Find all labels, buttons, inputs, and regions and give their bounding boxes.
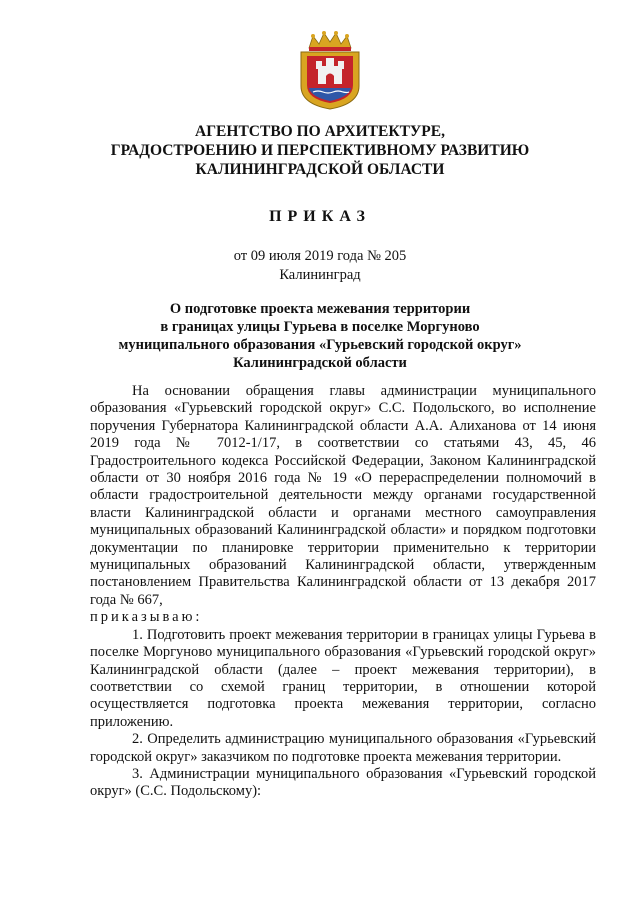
item-1-paragraph: 1. Подготовить проект межевания территории в границах улицы Гурьева в поселке Моргуново муниципального образования «Гурьевский городской округ» Калининградской области (далее – проект межевания территории), в соответствии со схемой границ территории, в отношении которой осуществляется подготовка проекта межевания территории, согласно приложению. xyxy=(90,626,596,730)
order-meta xyxy=(0,247,640,285)
decree-word: приказываю: xyxy=(90,609,203,626)
coat-of-arms-icon xyxy=(297,30,363,110)
preamble-text: На основании обращения главы администрации муниципального образования «Гурьевский городской округ» С.С. Подольского, во исполнение поручения Губернатора Калининградской области А.А. Алиханова от 14 июня 2019 года № 7012-1/17, в соответствии со статьями 43, 45, 46 Градостроительного кодекса Российской Федерации, Законом Калининградской области от 30 ноября 2016 года № 19 «О перераспределении полномочий в области градостроительной деятельности между органами государственной власти Калининградской области и органами местного самоуправления муниципальных образований Калининградской области» и порядком подготовки документации по планировке территории применительно к территории муниципальных образований Калининградской области, утвержденным постановлением Правительства Калининградской области от 13 декабря 2017 года № 667, xyxy=(90,383,596,608)
subject-line-1: О подготовке проекта межевания территории xyxy=(169,301,471,317)
agency-line-1: АГЕНТСТВО ПО АРХИТЕКТУРЕ, xyxy=(195,123,445,140)
item-3-paragraph: 3. Администрации муниципального образования «Гурьевский городской округ» (С.С. Подольскому): xyxy=(90,765,596,800)
subject-line-2: в границах улицы Гурьева в поселке Моргуново xyxy=(160,319,480,335)
subject-line-4: Калининградской области xyxy=(233,355,407,371)
agency-line-3: КАЛИНИНГРАДСКОЙ ОБЛАСТИ xyxy=(195,161,445,178)
agency-name xyxy=(0,122,640,179)
preamble-paragraph xyxy=(90,383,596,609)
order-body xyxy=(90,383,596,801)
order-title: ПРИКАЗ xyxy=(269,208,371,225)
agency-line-2: ГРАДОСТРОЕНИЮ И ПЕРСПЕКТИВНОМУ РАЗВИТИЮ xyxy=(110,142,530,159)
order-date-number: от 09 июля 2019 года № 205 xyxy=(233,248,407,264)
subject-line-3: муниципального образования «Гурьевский городской округ» xyxy=(118,337,522,353)
order-subject xyxy=(0,300,640,372)
order-city: Калининград xyxy=(279,267,361,283)
item-2-paragraph: 2. Определить администрацию муниципального образования «Гурьевский городской округ» заказчиком по подготовке проекта межевания территории. xyxy=(90,731,596,765)
